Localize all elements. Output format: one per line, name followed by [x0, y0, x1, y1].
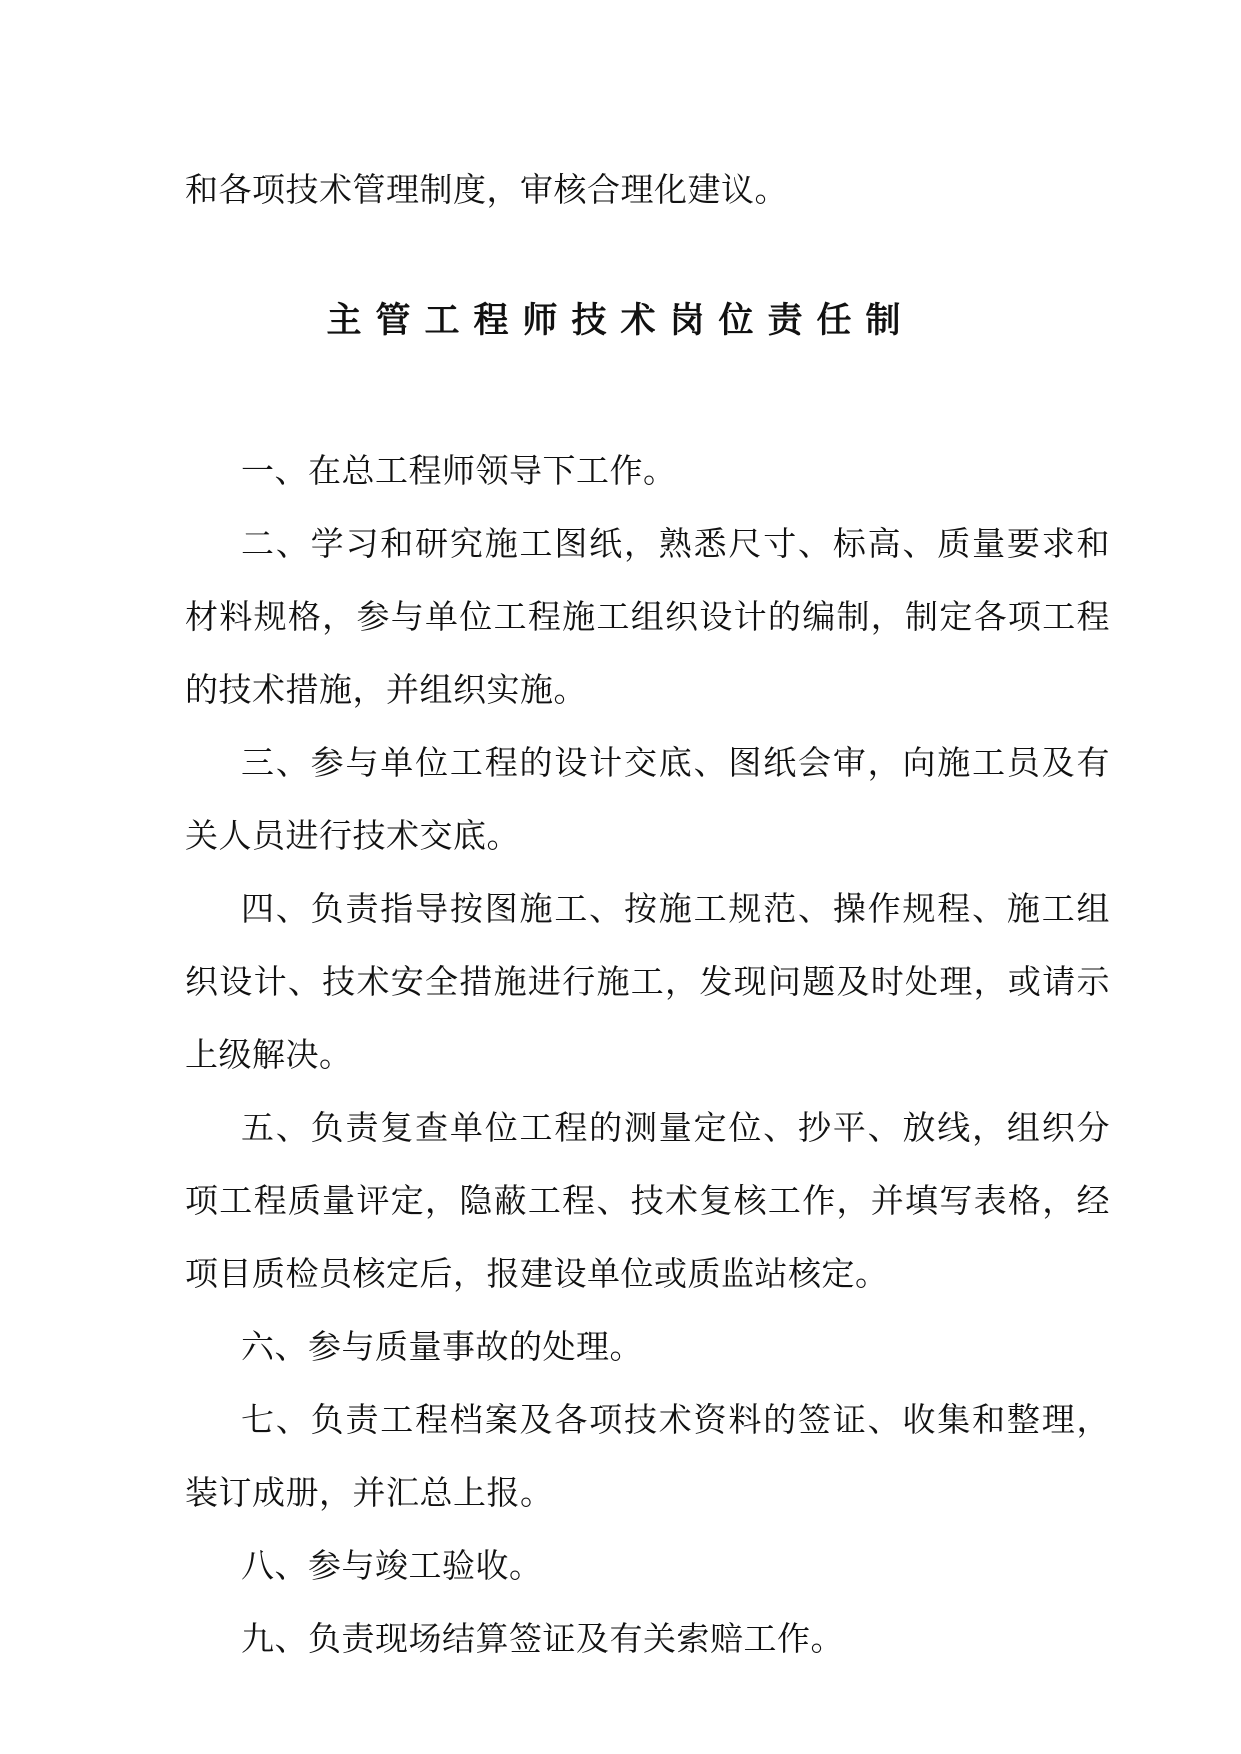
paragraph-8: 八、参与竣工验收。: [241, 1546, 543, 1585]
paragraph-9: 九、负责现场结算签证及有关索赔工作。: [241, 1619, 844, 1658]
paragraph-2: 二、学习和研究施工图纸，熟悉尺寸、标高、质量要求和材料规格，参与单位工程施工组织设计的编制，制定各项工程的技术措施，并组织实施。: [185, 524, 1110, 709]
document-body: [185, 434, 1110, 1675]
paragraph-6: 六、参与质量事故的处理。: [241, 1327, 643, 1366]
paragraph-3: 三、参与单位工程的设计交底、图纸会审，向施工员及有关人员进行技术交底。: [185, 743, 1110, 855]
paragraph-1: 一、在总工程师领导下工作。: [241, 451, 677, 490]
paragraph-7: 七、负责工程档案及各项技术资料的签证、收集和整理，装订成册，并汇总上报。: [185, 1400, 1110, 1512]
continuation-text: 和各项技术管理制度，审核合理化建议。: [185, 170, 788, 209]
paragraph-5: 五、负责复查单位工程的测量定位、抄平、放线，组织分项工程质量评定，隐蔽工程、技术复核工作，并填写表格，经项目质检员核定后，报建设单位或质监站核定。: [185, 1108, 1110, 1293]
document-title: 主管工程师技术岗位责任制: [326, 301, 915, 341]
paragraph-4: 四、负责指导按图施工、按施工规范、操作规程、施工组织设计、技术安全措施进行施工，发现问题及时处理，或请示上级解决。: [185, 889, 1110, 1074]
